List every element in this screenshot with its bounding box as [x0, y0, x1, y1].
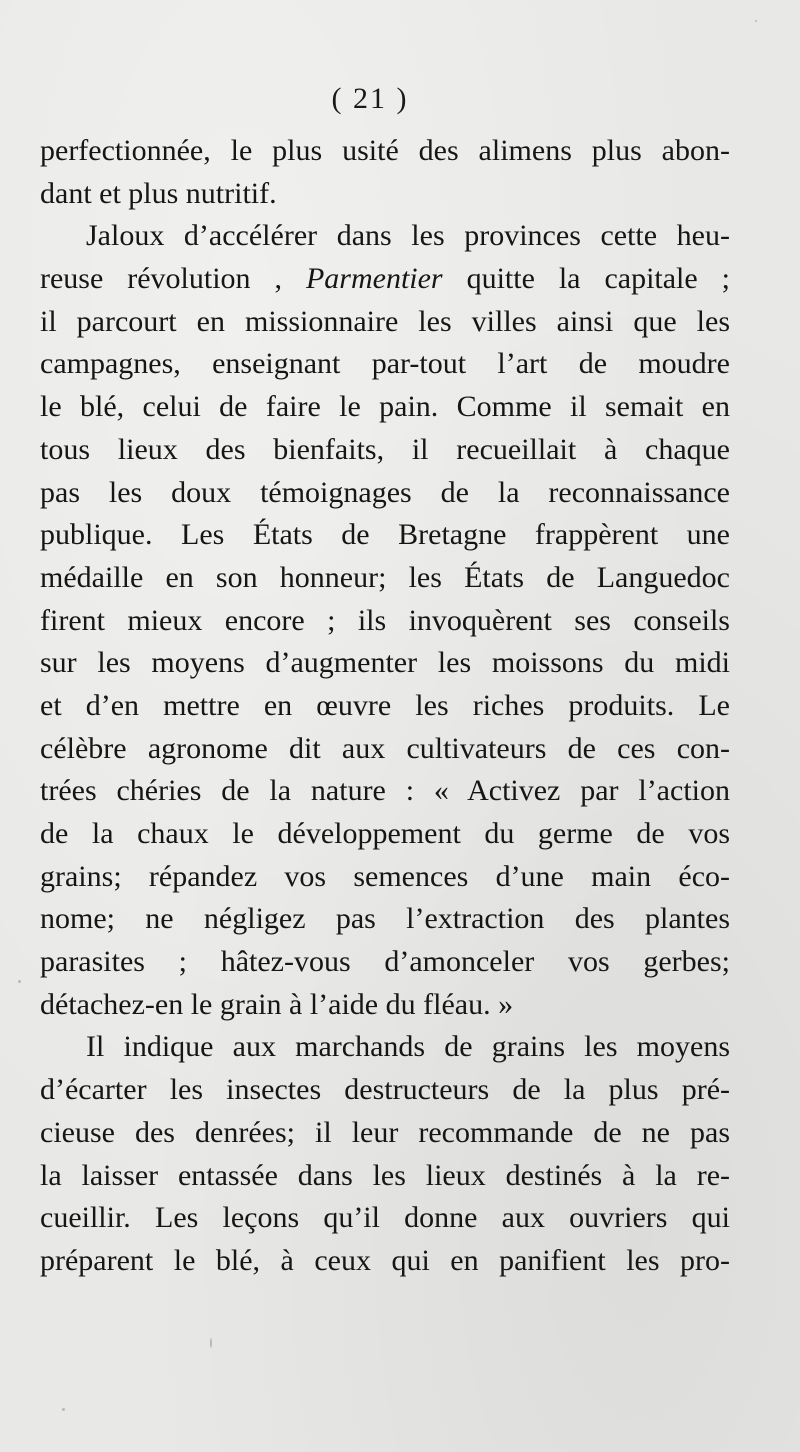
paper-speck [18, 980, 21, 983]
text-line: Il indique aux marchands de grains les moyens [86, 1030, 730, 1064]
text-line: grains; répandez vos semences d’une main éco- [40, 859, 730, 893]
text-line: tous lieux des bienfaits, il recueillait à chaque [40, 432, 730, 466]
text-line: il parcourt en missionnaire les villes ainsi que les [40, 304, 730, 338]
text-line: préparent le blé, à ceux qui en panifient les pro- [40, 1243, 730, 1277]
text-line: d’écarter les insectes destructeurs de la plus pré- [40, 1073, 730, 1107]
body-text [40, 130, 730, 1283]
text-line: Jaloux d’accélérer dans les provinces cette heu- [86, 219, 730, 253]
text-line: et d’en mettre en œuvre les riches produits. Le [40, 688, 730, 722]
text-line: campagnes, enseignant par-tout l’art de moudre [40, 347, 730, 381]
paper-speck [62, 1408, 65, 1411]
text-line: publique. Les États de Bretagne frappèrent une [40, 518, 730, 552]
text-line: célèbre agronome dit aux cultivateurs de ces con- [40, 731, 730, 765]
paper-speck [755, 20, 757, 22]
text-line: détachez-en le grain à l’aide du fléau. » [40, 987, 514, 1021]
text-line: la laisser entassée dans les lieux destinés à la re- [40, 1158, 730, 1192]
text-line: parasites ; hâtez-vous d’amonceler vos gerbes; [40, 945, 730, 979]
text-line: cieuse des denrées; il leur recommande de ne pas [40, 1115, 730, 1149]
page-number: ( 21 ) [331, 82, 409, 115]
text-line-start: reuse révolution , [40, 262, 306, 296]
person-name: Parmentier [305, 262, 443, 296]
text-line: trées chéries de la nature : « Activez par l’action [40, 774, 730, 808]
text-line: de la chaux le développement du germe de vos [40, 817, 730, 850]
text-line: sur les moyens d’augmenter les moissons du midi [40, 646, 730, 680]
text-line: firent mieux encore ; ils invoquèrent ses conseils [40, 603, 730, 637]
text-line: pas les doux témoignages de la reconnaissance [40, 475, 730, 509]
text-line-end: quitte la capitale ; [442, 262, 730, 296]
text-line: nome; ne négligez pas l’extraction des plantes [40, 902, 730, 936]
text-line: perfectionnée, le plus usité des alimens plus abon- [40, 134, 730, 167]
text-line: dant et plus nutritif. [40, 176, 277, 210]
text-line: cueillir. Les leçons qu’il donne aux ouvriers qui [40, 1201, 730, 1235]
paper-speck [210, 1338, 212, 1348]
text-line: médaille en son honneur; les États de Languedoc [40, 560, 730, 594]
text-line: le blé, celui de faire le pain. Comme il semait en [40, 390, 730, 424]
text-line [40, 258, 730, 301]
